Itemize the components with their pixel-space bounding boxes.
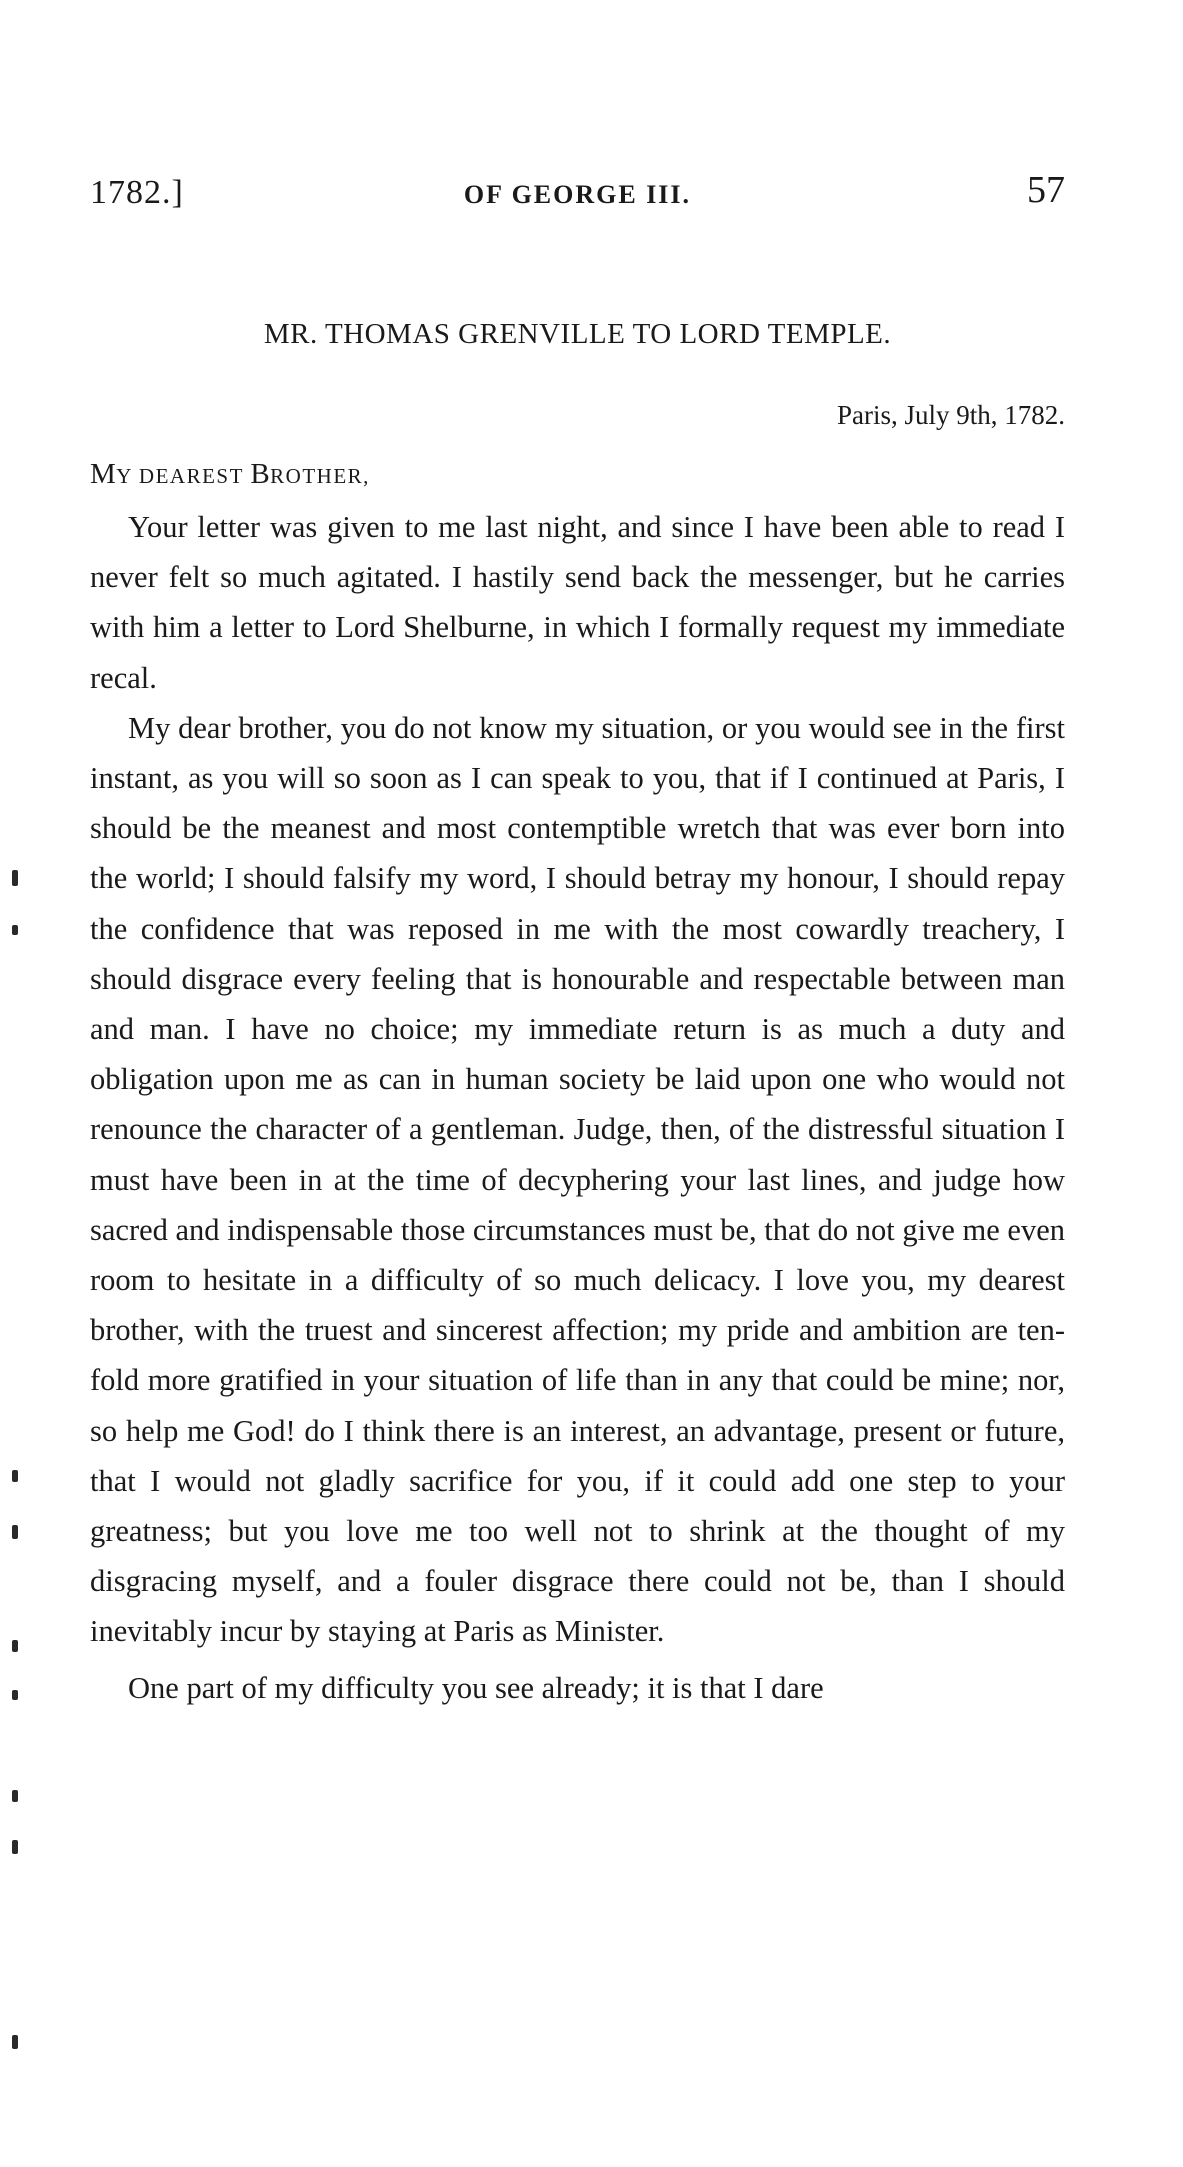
letter-salutation xyxy=(90,458,370,491)
paragraph: My dear brother, you do not know my situation, or you would see in the first instant, as you will so soon as I can speak to you, that if I continued at Paris, I should be the meanest and most contemptible wretch that was ever born into the world; I should falsify my word, I should betray my honour, I should repay the confidence that was reposed in me with the most cowardly treachery, I should disgrace every feeling that is honourable and respectable between man and man. I have no choice; my immediate return is as much a duty and obligation upon me as can in human society be laid upon one who would not renounce the character of a gentleman. Judge, then, of the distressful situation I must have been in at the time of decyphering your last lines, and judge how sacred and indispensable those circumstances must be, that do not give me even room to hesitate in a difficulty of so much delicacy. I love you, my dearest brother, with the truest and sincerest affection; my pride and ambition are ten-fold more gratified in your situation of life than in any that could be mine; nor, so help me God! do I think there is an interest, an advantage, present or future, that I would not gladly sacrifice for you, if it could add one step to your greatness; but you love me too well not to shrink at the thought of my disgracing myself, and a fouler disgrace there could not be, than I should inevitably incur by staying at Paris as Minister. xyxy=(90,710,1065,1649)
margin-mark xyxy=(12,1470,18,1482)
paragraph: Your letter was given to me last night, and since I have been able to read I never felt so much agitated. I hastily send back the messenger, but he carries with him a letter to Lord Shelburne, in which I formally request my immediate recal. xyxy=(90,510,1065,695)
running-head xyxy=(90,168,1065,218)
running-head-title: OF GEORGE III. xyxy=(463,180,692,209)
salutation-small-caps-2: ROTHER, xyxy=(270,464,370,488)
margin-mark xyxy=(12,2035,18,2049)
letter-body xyxy=(90,502,1065,1713)
page-number: 57 xyxy=(1027,169,1065,211)
margin-mark xyxy=(12,870,18,886)
margin-mark xyxy=(12,1690,18,1700)
margin-mark xyxy=(12,1525,18,1539)
margin-bleed-marks xyxy=(0,0,40,2167)
letter-dateline: Paris, July 9th, 1782. xyxy=(836,400,1065,430)
margin-mark xyxy=(12,925,18,935)
margin-mark xyxy=(12,1840,18,1854)
paragraph: One part of my difficulty you see already; it is that I dare xyxy=(128,1670,824,1705)
salutation-initial-b: B xyxy=(250,458,271,490)
margin-mark xyxy=(12,1790,18,1802)
letter-heading: MR. THOMAS GRENVILLE TO LORD TEMPLE. xyxy=(263,318,892,350)
margin-mark xyxy=(12,1640,18,1652)
running-head-year: 1782.] xyxy=(90,174,184,211)
salutation-small-caps: Y DEAREST xyxy=(116,464,251,488)
salutation-initial: M xyxy=(90,458,117,490)
